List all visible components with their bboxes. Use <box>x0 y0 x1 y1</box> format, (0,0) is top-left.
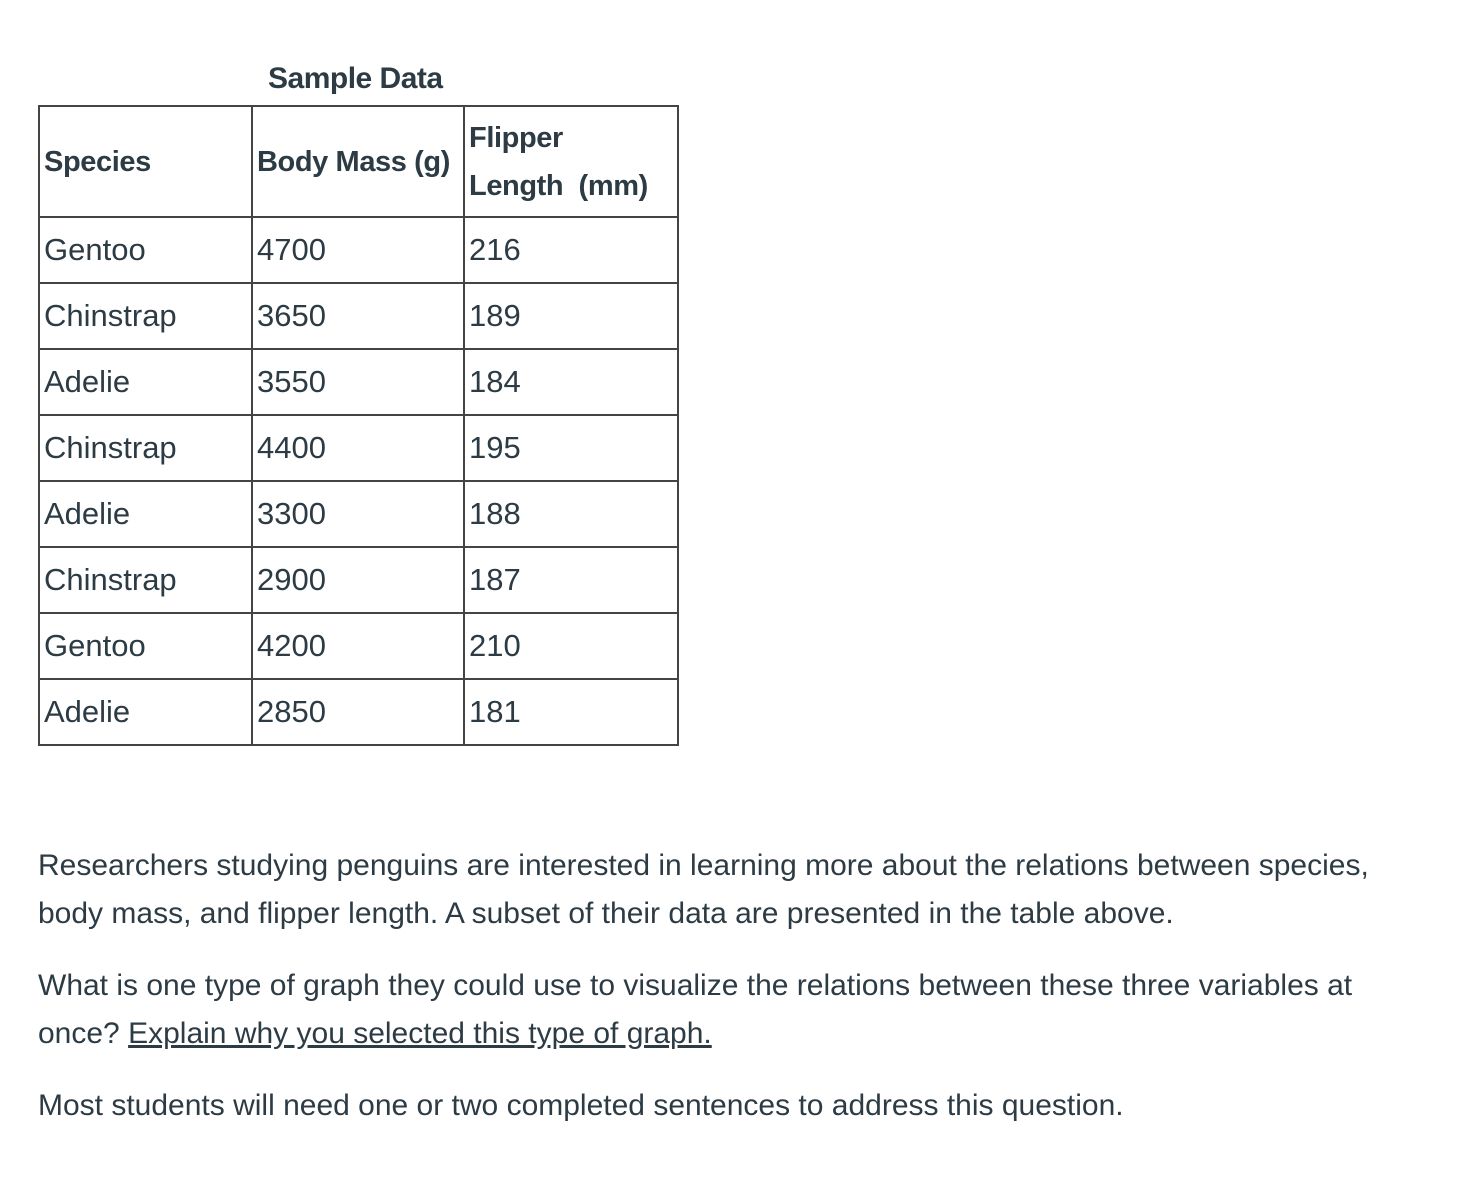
cell-body-mass: 4200 <box>252 613 464 679</box>
cell-body-mass: 2850 <box>252 679 464 745</box>
header-body-mass: Body Mass (g) <box>252 106 464 217</box>
cell-flipper: 210 <box>464 613 678 679</box>
cell-species: Gentoo <box>39 613 252 679</box>
cell-species: Gentoo <box>39 217 252 283</box>
cell-flipper: 187 <box>464 547 678 613</box>
cell-body-mass: 3300 <box>252 481 464 547</box>
cell-flipper: 216 <box>464 217 678 283</box>
header-flipper-length <box>464 106 678 217</box>
cell-species: Adelie <box>39 349 252 415</box>
cell-species: Chinstrap <box>39 415 252 481</box>
cell-species: Chinstrap <box>39 283 252 349</box>
intro-paragraph: Researchers studying penguins are interested in learning more about the relations between species, body mass, and flipper length. A subset of their data are presented in the table above. <box>38 849 1369 930</box>
table-row <box>39 679 678 745</box>
question-text: What is one type of graph they could use to visualize the relations between these three variables at once? <box>38 969 1353 1050</box>
cell-flipper: 189 <box>464 283 678 349</box>
cell-body-mass: 3650 <box>252 283 464 349</box>
table-row <box>39 349 678 415</box>
explain-link[interactable]: Explain why you selected this type of graph. <box>128 1017 712 1050</box>
header-flipper-line2: Length (mm) <box>469 169 648 202</box>
table-row <box>39 481 678 547</box>
table-caption: Sample Data <box>268 62 443 95</box>
header-species: Species <box>39 106 252 217</box>
note-paragraph: Most students will need one or two completed sentences to address this question. <box>38 1089 1124 1122</box>
cell-flipper: 184 <box>464 349 678 415</box>
cell-flipper: 181 <box>464 679 678 745</box>
cell-body-mass: 3550 <box>252 349 464 415</box>
table-row <box>39 613 678 679</box>
cell-body-mass: 2900 <box>252 547 464 613</box>
cell-flipper: 195 <box>464 415 678 481</box>
table-row <box>39 415 678 481</box>
cell-species: Adelie <box>39 481 252 547</box>
table-row <box>39 547 678 613</box>
cell-species: Adelie <box>39 679 252 745</box>
table-header-row <box>39 106 678 217</box>
sample-data-table <box>38 105 679 746</box>
header-flipper-line1: Flipper <box>469 121 563 154</box>
cell-species: Chinstrap <box>39 547 252 613</box>
table-row <box>39 283 678 349</box>
cell-flipper: 188 <box>464 481 678 547</box>
question-paragraph <box>38 962 1438 1058</box>
cell-body-mass: 4700 <box>252 217 464 283</box>
cell-body-mass: 4400 <box>252 415 464 481</box>
table-row <box>39 217 678 283</box>
